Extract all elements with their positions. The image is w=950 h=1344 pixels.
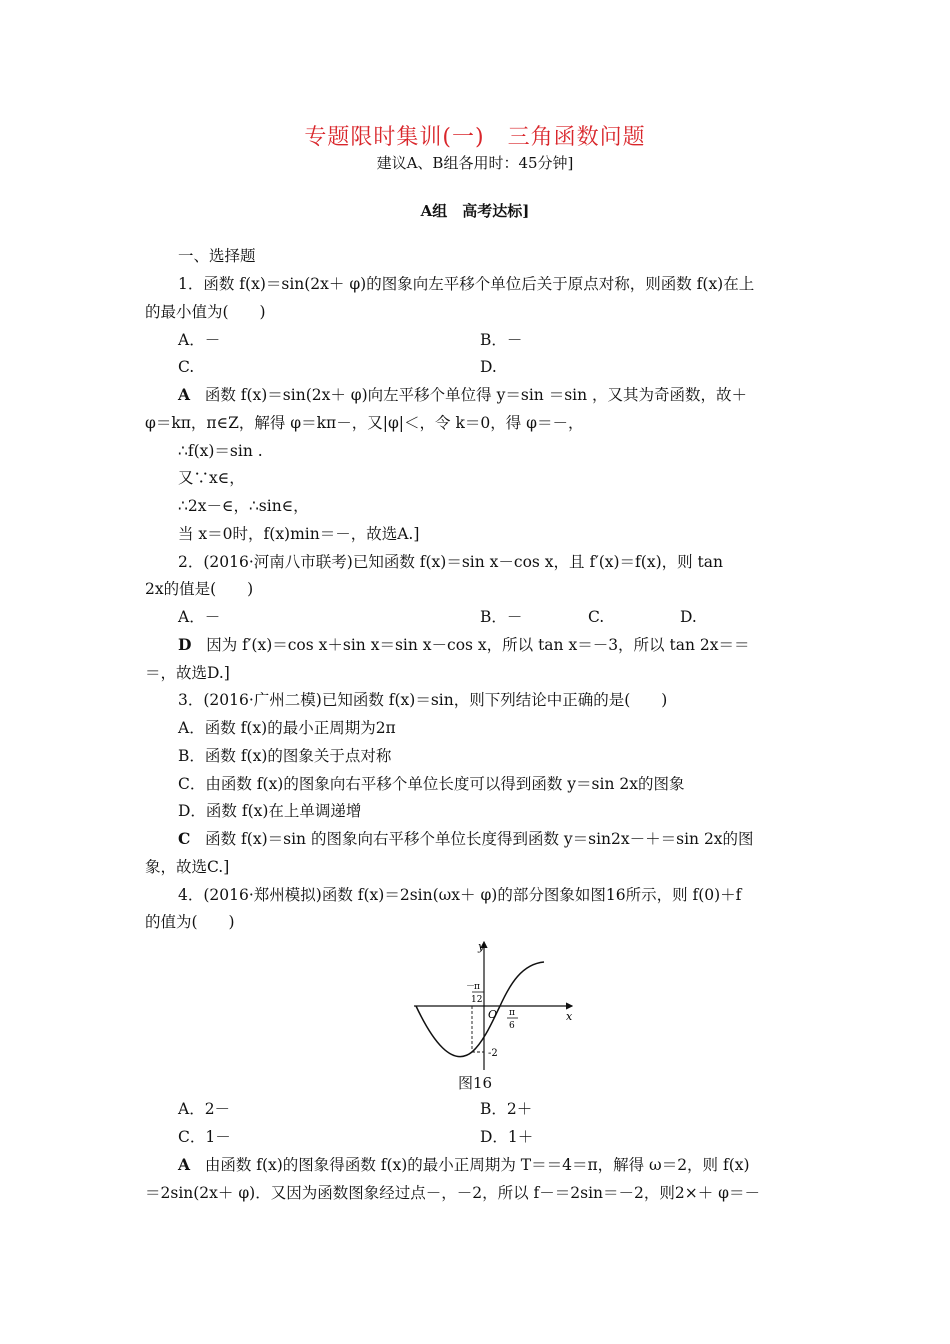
q1-option-c: C. — [178, 358, 195, 376]
y-axis-label: y — [478, 940, 485, 953]
minimum-label: -2 — [488, 1048, 498, 1059]
q4-stem-line1: 4．(2016·郑州模拟)函数 f(x)＝2sin(ωx＋ φ)的部分图象如图16所示，则 f(0)＋f — [178, 886, 742, 904]
q4-option-c: C．1－ — [178, 1128, 231, 1146]
q1-solution-line5: ∴2x－∈，∴sin∈， — [178, 497, 309, 515]
sine-curve — [416, 962, 544, 1057]
q3-stem-line1: 3．(2016·广州二模)已知函数 f(x)＝sin，则下列结论中正确的是( ) — [178, 691, 668, 709]
q4-solution-text1: 由函数 f(x)的图象得函数 f(x)的最小正周期为 T＝＝4＝π，解得 ω＝2，则 f(x) — [204, 1156, 750, 1174]
q2-solution-line1 — [178, 635, 749, 655]
q2-option-c: C. — [588, 608, 605, 626]
q3-solution-text1: 函数 f(x)＝sin 的图象向右平移个单位长度得到函数 y＝sin2x－＋＝sin 2x的图 — [205, 830, 754, 848]
q4-option-b: B．2＋ — [480, 1100, 533, 1118]
q1-solution-line4: 又∵x∈， — [178, 469, 245, 487]
q4-stem-line2: 的值为( ) — [145, 913, 235, 931]
q3-option-a: A．函数 f(x)的最小正周期为2π — [178, 719, 396, 737]
q3-option-c: C．由函数 f(x)的图象向右平移个单位长度可以得到函数 y＝sin 2x的图象 — [178, 775, 685, 793]
q3-option-d: D．函数 f(x)在上单调递增 — [178, 802, 362, 820]
q2-option-a: A．－ — [178, 608, 221, 626]
right-tick-denominator: 6 — [509, 1021, 515, 1031]
q1-solution-line1 — [178, 385, 747, 405]
q4-solution-line2: ＝2sin(2x＋ φ)．又因为函数图象经过点－，－2，所以 f－＝2sin＝－2，则2×＋ φ＝－ — [145, 1184, 761, 1202]
q1-solution-line6: 当 x＝0时，f(x)min＝－，故选A.] — [178, 525, 420, 543]
q4-option-a: A．2－ — [178, 1100, 231, 1118]
q2-solution-line2: ＝，故选D.] — [145, 664, 230, 682]
right-tick-numerator: π — [509, 1008, 515, 1018]
left-tick-sign: － — [466, 982, 476, 992]
q1-solution-text1: 函数 f(x)＝sin(2x＋ φ)向左平移个单位得 y＝sin ＝sin ，又其为奇函数，故＋ — [204, 386, 748, 404]
page-title: 专题限时集训(一) 三角函数问题 — [304, 125, 646, 150]
q2-stem-line1: 2．(2016·河南八市联考)已知函数 f(x)＝sin x－cos x，且 f′(x)＝f(x)，则 tan — [178, 553, 723, 571]
q1-stem-line1: 1．函数 f(x)＝sin(2x＋ φ)的图象向左平移个单位后关于原点对称，则函数 f(x)在上 — [178, 275, 755, 293]
q3-option-b: B．函数 f(x)的图象关于点对称 — [178, 747, 392, 765]
q1-solution-line3: ∴f(x)＝sin . — [178, 442, 263, 460]
q2-solution-text1: 因为 f′(x)＝cos x＋sin x＝sin x－cos x，所以 tan x＝－3，所以 tan 2x＝＝ — [206, 636, 750, 654]
left-tick-numerator: π — [474, 982, 480, 992]
section-heading: 一、选择题 — [178, 247, 256, 265]
q3-answer-letter: C — [178, 829, 191, 848]
time-suggestion: 建议A、B组各用时：45分钟] — [376, 154, 574, 172]
origin-label: O — [488, 1008, 498, 1021]
q1-option-a: A．－ — [178, 331, 221, 349]
q3-solution-line1 — [178, 829, 754, 849]
q2-option-d: D. — [680, 608, 697, 626]
q1-answer-letter: A — [178, 385, 191, 404]
x-axis-label: x — [566, 1010, 573, 1023]
sine-graph-figure — [408, 936, 580, 1072]
left-tick-denominator: 12 — [471, 995, 483, 1005]
q4-solution-line1 — [178, 1155, 750, 1175]
q2-option-b: B．－ — [480, 608, 523, 626]
q4-answer-letter: A — [178, 1155, 191, 1174]
q1-solution-line2: φ＝kπ，π∈Z，解得 φ＝kπ－，又|φ|＜，令 k＝0，得 φ＝－， — [145, 414, 584, 432]
q1-option-b: B．－ — [480, 331, 523, 349]
q1-stem-line2: 的最小值为( ) — [145, 303, 266, 321]
figure-caption: 图16 — [457, 1074, 493, 1092]
q2-answer-letter: D — [178, 635, 192, 654]
q4-option-d: D．1＋ — [480, 1128, 534, 1146]
q3-solution-line2: 象，故选C.] — [145, 858, 230, 876]
q2-stem-line2: 2x的值是( ) — [145, 580, 254, 598]
q1-option-d: D. — [480, 358, 497, 376]
group-heading: A组 高考达标] — [420, 202, 530, 220]
